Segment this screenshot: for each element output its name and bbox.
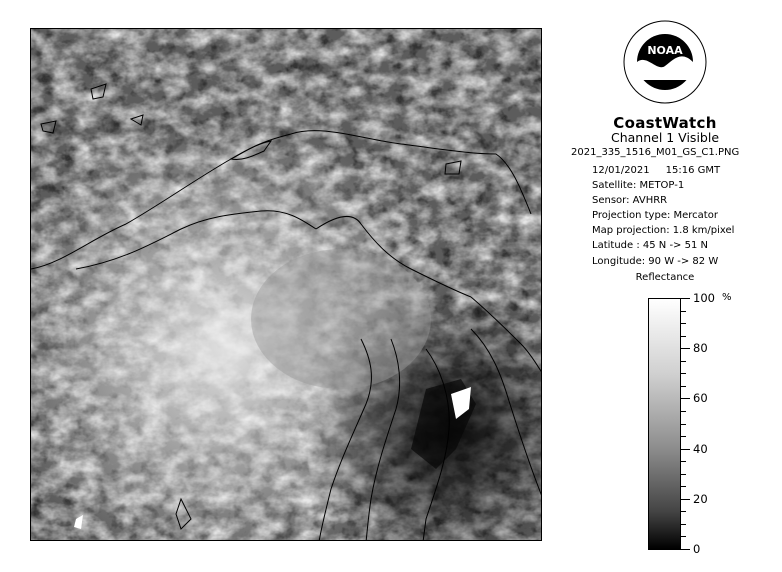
colorbar-minor-tick xyxy=(681,348,690,349)
metadata-block xyxy=(592,163,734,269)
colorbar-minor-tick xyxy=(681,361,686,362)
filename: 2021_335_1516_M01_GS_C1.PNG xyxy=(571,147,740,158)
colorbar-minor-tick xyxy=(681,549,690,550)
latitude-range: Latitude : 45 N -> 51 N xyxy=(592,240,708,252)
sensor: Sensor: AVHRR xyxy=(592,195,668,207)
colorbar-minor-tick xyxy=(681,511,686,512)
colorbar-minor-tick xyxy=(681,336,686,337)
colorbar-minor-tick xyxy=(681,323,686,324)
longitude-range: Longitude: 90 W -> 82 W xyxy=(592,255,719,267)
colorbar-tick-label: 100 xyxy=(693,291,715,305)
time: 15:16 GMT xyxy=(665,165,721,176)
datetime-row xyxy=(592,163,734,178)
colorbar-title: Reflectance xyxy=(635,272,695,283)
satellite-image xyxy=(30,28,542,541)
colorbar-minor-tick xyxy=(681,536,686,537)
colorbar-minor-tick xyxy=(681,411,686,412)
colorbar-minor-tick xyxy=(681,486,686,487)
colorbar-tick-label: 20 xyxy=(693,492,708,506)
colorbar-minor-tick xyxy=(681,474,686,475)
channel-label: Channel 1 Visible xyxy=(610,130,720,145)
colorbar-tick-label: 60 xyxy=(693,391,708,405)
colorbar-ticks xyxy=(681,291,741,556)
date: 12/01/2021 xyxy=(592,165,650,176)
map-projection: Map projection: 1.8 km/pixel xyxy=(592,225,735,237)
colorbar-tick-label: 80 xyxy=(693,341,708,355)
colorbar-minor-tick xyxy=(681,524,686,525)
colorbar-minor-tick xyxy=(681,373,686,374)
satellite: Satellite: METOP-1 xyxy=(592,180,685,192)
colorbar-tick-label: 40 xyxy=(693,442,708,456)
colorbar-minor-tick xyxy=(681,311,686,312)
colorbar-minor-tick xyxy=(681,499,690,500)
colorbar-minor-tick xyxy=(681,461,686,462)
logo-text: NOAA xyxy=(647,44,683,57)
colorbar-minor-tick xyxy=(681,424,686,425)
map-canvas xyxy=(31,29,542,541)
grey-cloud-deck xyxy=(251,249,431,389)
brand-title: CoastWatch xyxy=(613,114,717,132)
colorbar-minor-tick xyxy=(681,436,686,437)
colorbar-tick-label: 0 xyxy=(693,542,701,556)
colorbar-minor-tick xyxy=(681,449,690,450)
colorbar-unit: % xyxy=(722,292,732,303)
colorbar-minor-tick xyxy=(681,298,690,299)
colorbar-minor-tick xyxy=(681,386,686,387)
colorbar xyxy=(648,298,681,550)
projection-type: Projection type: Mercator xyxy=(592,210,718,222)
noaa-logo xyxy=(623,20,707,104)
colorbar-minor-tick xyxy=(681,398,690,399)
